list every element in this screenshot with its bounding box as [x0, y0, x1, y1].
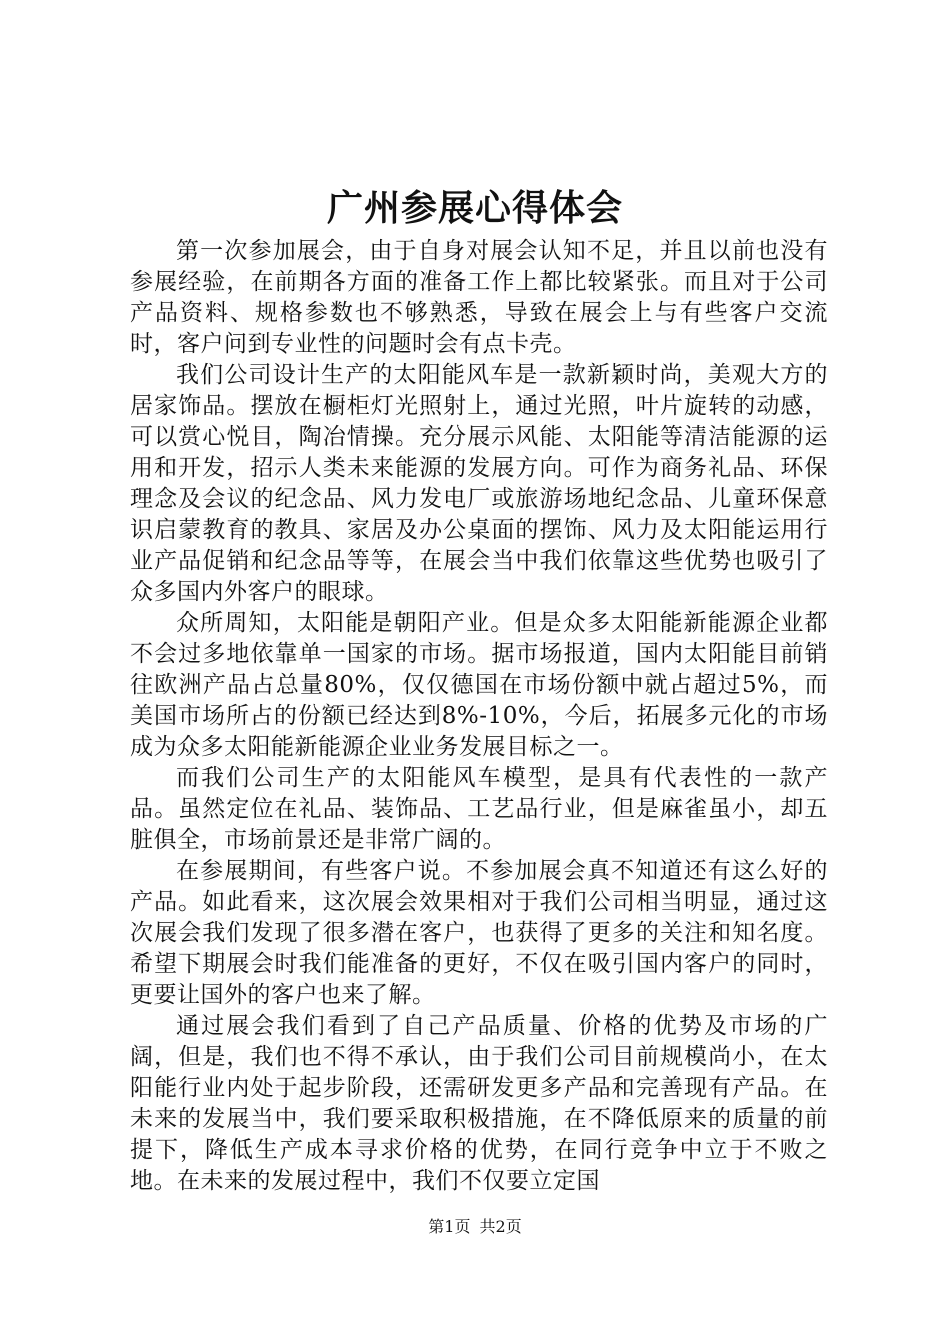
paragraph: 我们公司设计生产的太阳能风车是一款新颖时尚，美观大方的居家饰品。摆放在橱柜灯光照射上，通过光照，叶片旋转的动感，可以赏心悦目，陶冶情操。充分展示风能、太阳能等清洁能源的运用和开发，招示人类未来能源的发展方向。可作为商务礼品、环保理念及会议的纪念品、风力发电厂或旅游场地纪念品、儿童环保意识启蒙教育的教具、家居及办公桌面的摆饰、风力及太阳能运用行业产品促销和纪念品等等，在展会当中我们依靠这些优势也吸引了众多国内外客户的眼球。 [130, 362, 828, 605]
page-total: 共2页 [479, 1217, 522, 1236]
document-title: 广州参展心得体会 [326, 187, 623, 229]
paragraph: 而我们公司生产的太阳能风车模型，是具有代表性的一款产品。虽然定位在礼品、装饰品、工艺品行业，但是麻雀虽小，却五脏俱全，市场前景还是非常广阔的。 [130, 765, 828, 853]
paragraph: 众所周知，太阳能是朝阳产业。但是众多太阳能新能源企业都不会过多地依靠单一国家的市场。据市场报道，国内太阳能目前销往欧洲产品占总量80%，仅仅德国在市场份额中就占超过5%，而美国市场所占的份额已经达到8%-10%，今后，拓展多元化的市场成为众多太阳能新能源企业业务发展目标之一。 [130, 610, 828, 760]
paragraph: 通过展会我们看到了自己产品质量、价格的优势及市场的广阔，但是，我们也不得不承认，由于我们公司目前规模尚小，在太阳能行业内处于起步阶段，还需研发更多产品和完善现有产品。在未来的发展当中，我们要采取积极措施，在不降低原来的质量的前提下，降低生产成本寻求价格的优势，在同行竞争中立于不败之地。在未来的发展过程中，我们不仅要立定国 [130, 1013, 828, 1194]
paragraph: 在参展期间，有些客户说。不参加展会真不知道还有这么好的产品。如此看来，这次展会效果相对于我们公司相当明显，通过这次展会我们发现了很多潜在客户，也获得了更多的关注和知名度。希望下期展会时我们能准备的更好，不仅在吸引国内客户的同时，更要让国外的客户也来了解。 [130, 858, 828, 1008]
paragraph: 第一次参加展会，由于自身对展会认知不足，并且以前也没有参展经验，在前期各方面的准备工作上都比较紧张。而且对于公司产品资料、规格参数也不够熟悉，导致在展会上与有些客户交流时，客户问到专业性的问题时会有点卡壳。 [130, 238, 828, 357]
page-footer [0, 1216, 950, 1238]
page-number: 第1页 [428, 1217, 471, 1236]
document-body [130, 236, 828, 1197]
